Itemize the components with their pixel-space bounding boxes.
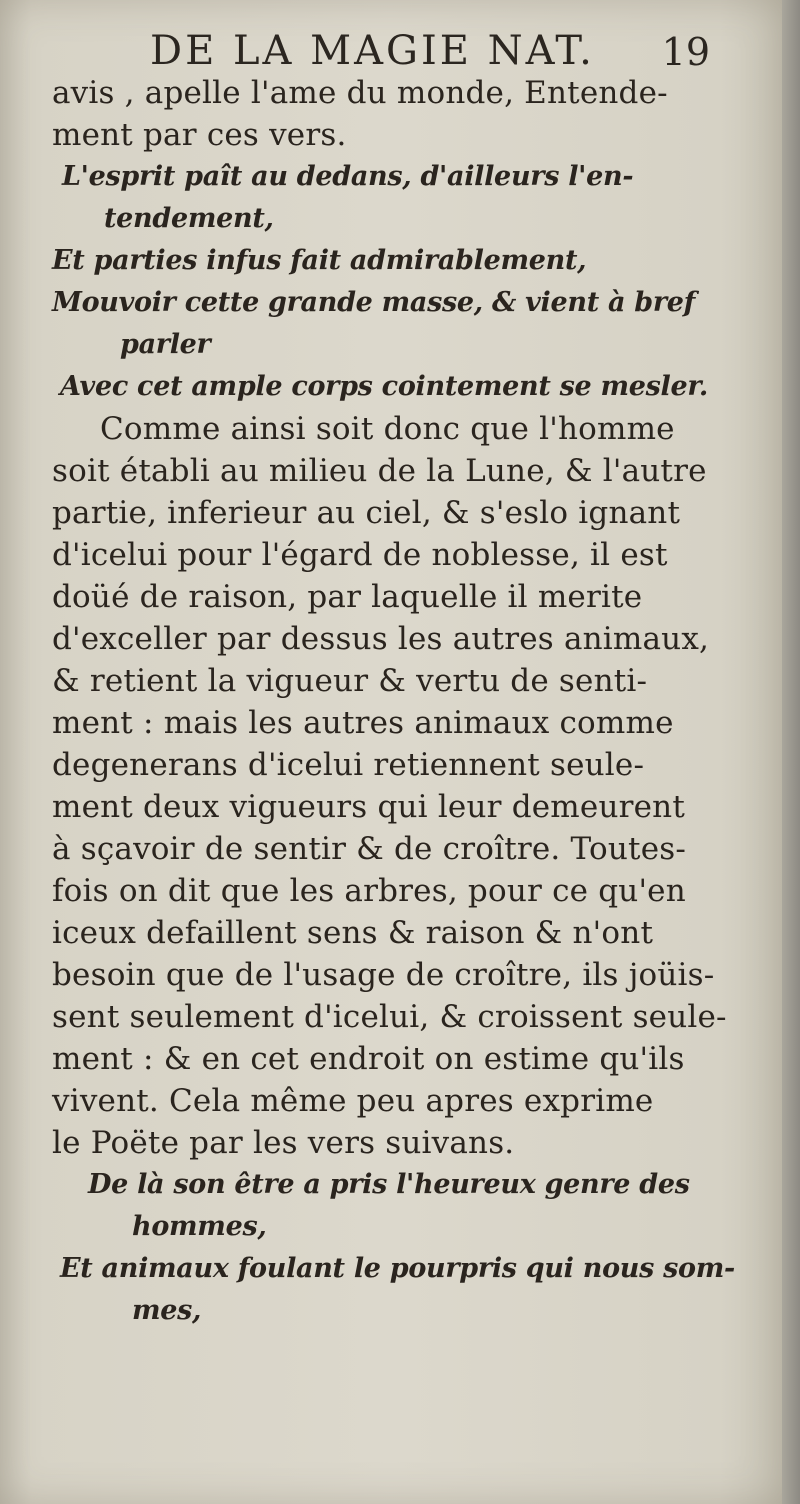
text-line: degenerans d'icelui retiennent seule- bbox=[52, 747, 645, 783]
text-line: ment : & en cet endroit on estime qu'ils bbox=[52, 1041, 685, 1077]
body-text bbox=[52, 72, 735, 1332]
text-line: L'esprit paît au dedans, d'ailleurs l'en- bbox=[62, 161, 634, 192]
text-line: Et parties infus fait admirablement, bbox=[52, 245, 587, 276]
text-line: parler bbox=[120, 329, 211, 360]
text-line: d'icelui pour l'égard de noblesse, il est bbox=[52, 537, 668, 573]
text-line: vivent. Cela même peu apres exprime bbox=[52, 1083, 654, 1119]
text-line: Mouvoir cette grande masse, & vient à bref bbox=[52, 287, 695, 318]
text-line: ment deux vigueurs qui leur demeurent bbox=[52, 789, 686, 825]
text-line: le Poëte par les vers suivans. bbox=[52, 1125, 515, 1161]
text-line: partie, inferieur au ciel, & s'eslo ignant bbox=[52, 495, 681, 531]
text-line: tendement, bbox=[104, 203, 274, 234]
text-line: sent seulement d'icelui, & croissent seule- bbox=[52, 999, 727, 1035]
text-line: Avec cet ample corps cointement se mesler. bbox=[60, 371, 708, 402]
text-line: à sçavoir de sentir & de croître. Toutes- bbox=[52, 831, 687, 867]
text-line: mes, bbox=[132, 1295, 202, 1326]
running-head: DE LA MAGIE NAT. bbox=[150, 28, 595, 74]
text-line: ment : mais les autres animaux comme bbox=[52, 705, 674, 741]
text-line: doüé de raison, par laquelle il merite bbox=[52, 579, 643, 615]
text-line: De là son être a pris l'heureux genre des bbox=[88, 1169, 690, 1200]
text-line: iceux defaillent sens & raison & n'ont bbox=[52, 915, 654, 951]
text-line: hommes, bbox=[132, 1211, 267, 1242]
text-line: Comme ainsi soit donc que l'homme bbox=[100, 411, 675, 447]
page-edge bbox=[782, 0, 800, 1504]
text-line: d'exceller par dessus les autres animaux, bbox=[52, 621, 710, 657]
text-line: soit établi au milieu de la Lune, & l'autre bbox=[52, 453, 707, 489]
text-line: avis , apelle l'ame du monde, Entende- bbox=[52, 75, 668, 111]
text-line: & retient la vigueur & vertu de senti- bbox=[52, 663, 648, 699]
text-line: fois on dit que les arbres, pour ce qu'en bbox=[52, 873, 686, 909]
page-number: 19 bbox=[661, 30, 710, 74]
text-line: ment par ces vers. bbox=[52, 117, 347, 153]
text-line: besoin que de l'usage de croître, ils joüis- bbox=[52, 957, 715, 993]
text-line: Et animaux foulant le pourpris qui nous som- bbox=[60, 1253, 735, 1284]
